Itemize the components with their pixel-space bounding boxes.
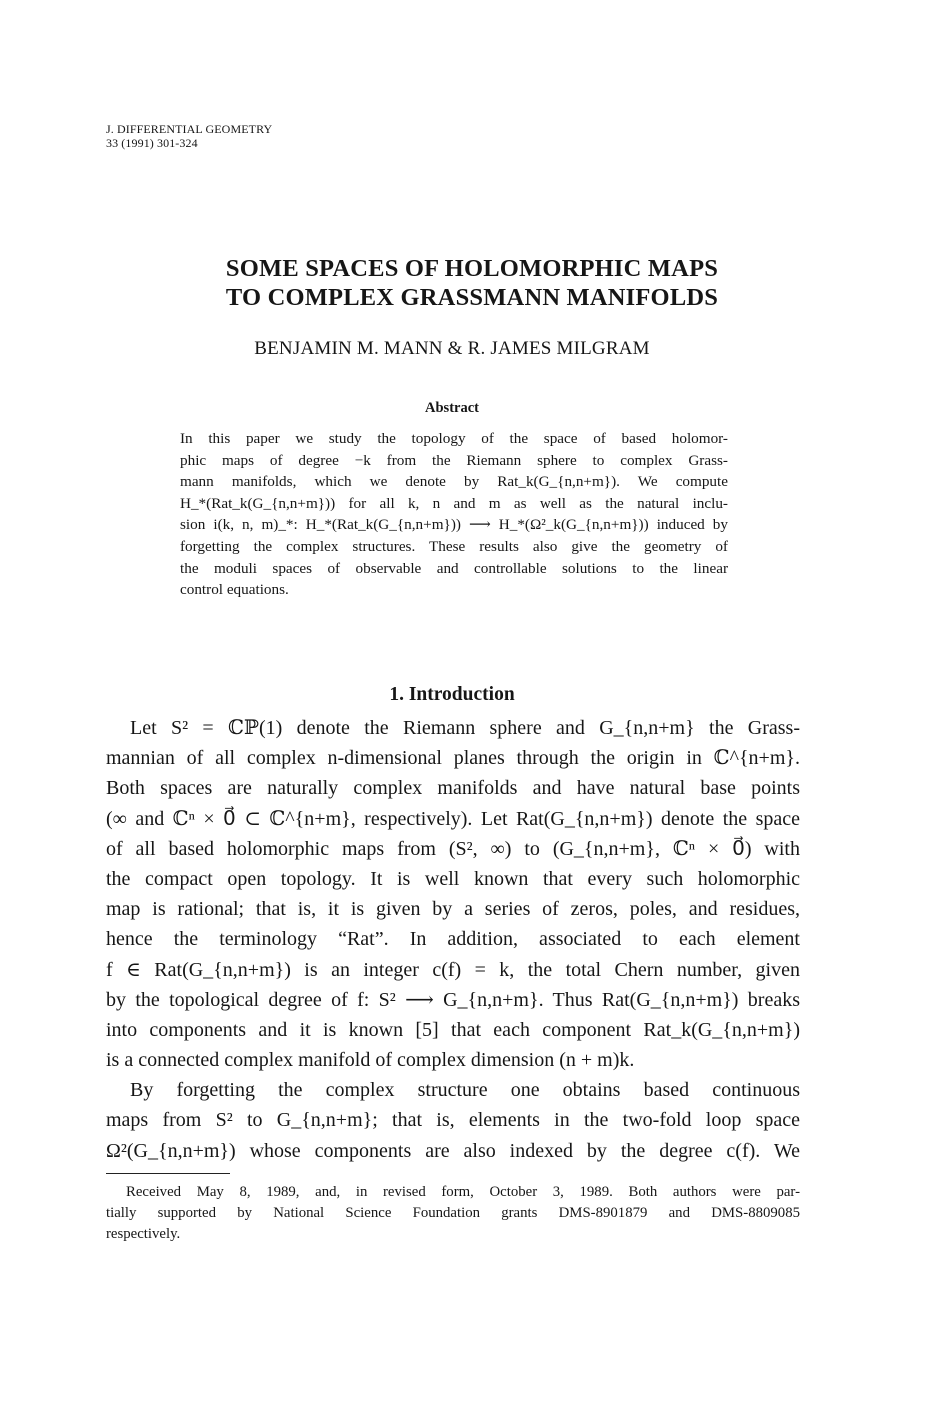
body-line: By forgetting the complex structure one obtains based continuous [130, 1079, 800, 1102]
body-line: the compact open topology. It is well known that every such holomorphic [106, 867, 800, 890]
body-line: Ω²(G_{n,n+m}) whose components are also indexed by the degree c(f). We [106, 1139, 800, 1162]
journal-name: J. DIFFERENTIAL GEOMETRY [106, 122, 273, 136]
body-line: mannian of all complex n-dimensional planes through the origin in ℂ^{n+m}. [106, 747, 800, 770]
body-line: map is rational; that is, it is given by a series of zeros, poles, and residues, [106, 898, 800, 921]
paper-authors: BENJAMIN M. MANN & R. JAMES MILGRAM [254, 338, 650, 359]
footnote-line: respectively. [106, 1226, 181, 1242]
abstract-line: phic maps of degree −k from the Riemann sphere to complex Grass- [180, 451, 728, 469]
abstract-line: sion i(k, n, m)_*: H_*(Rat_k(G_{n,n+m})) ⟶ H_*(Ω²_k(G_{n,n+m})) induced by [180, 516, 728, 534]
body-line: of all based holomorphic maps from (S², ∞) to (G_{n,n+m}, ℂⁿ × 0⃗) with [106, 837, 800, 860]
journal-citation: 33 (1991) 301-324 [106, 136, 198, 150]
body-line: into components and it is known [5] that each component Rat_k(G_{n,n+m}) [106, 1018, 800, 1041]
body-line: f ∈ Rat(G_{n,n+m}) is an integer c(f) = k, the total Chern number, given [106, 958, 800, 981]
body-line: Both spaces are naturally complex manifolds and have natural base points [106, 777, 800, 800]
abstract-line: the moduli spaces of observable and controllable solutions to the linear [180, 559, 728, 577]
paper-title-line-1: SOME SPACES OF HOLOMORPHIC MAPS [225, 255, 719, 282]
paper-title [0, 254, 944, 312]
footnote-rule [106, 1173, 230, 1174]
abstract-body [180, 428, 728, 601]
abstract-line: mann manifolds, which we denote by Rat_k(G_{n,n+m}). We compute [180, 473, 728, 491]
abstract-heading: Abstract [425, 400, 479, 416]
body-line: (∞ and ℂⁿ × 0⃗ ⊂ ℂ^{n+m}, respectively). Let Rat(G_{n,n+m}) denote the space [106, 807, 800, 830]
body-line: Let S² = ℂℙ(1) denote the Riemann sphere and G_{n,n+m} the Grass- [130, 717, 800, 739]
body-line: hence the terminology “Rat”. In addition, associated to each element [106, 928, 800, 951]
abstract-line: In this paper we study the topology of the space of based holomor- [180, 430, 728, 447]
abstract-line: control equations. [180, 581, 289, 599]
introduction-body [106, 713, 800, 1166]
abstract-line: forgetting the complex structures. These results also give the geometry of [180, 537, 728, 555]
body-line: is a connected complex manifold of complex dimension (n + m)k. [106, 1049, 635, 1072]
footnote [106, 1182, 800, 1245]
section-heading: 1. Introduction [389, 684, 515, 705]
footnote-line: tially supported by National Science Foundation grants DMS-8901879 and DMS-8809085 [106, 1205, 800, 1221]
abstract-line: H_*(Rat_k(G_{n,n+m})) for all k, n and m as well as the natural inclu- [180, 494, 728, 512]
body-line: maps from S² to G_{n,n+m}; that is, elements in the two-fold loop space [106, 1109, 800, 1132]
body-line: by the topological degree of f: S² ⟶ G_{n,n+m}. Thus Rat(G_{n,n+m}) breaks [106, 988, 800, 1011]
paper-title-line-2: TO COMPLEX GRASSMANN MANIFOLDS [225, 284, 719, 311]
footnote-line: Received May 8, 1989, and, in revised form, October 3, 1989. Both authors were par- [126, 1184, 800, 1200]
journal-header [106, 122, 272, 150]
